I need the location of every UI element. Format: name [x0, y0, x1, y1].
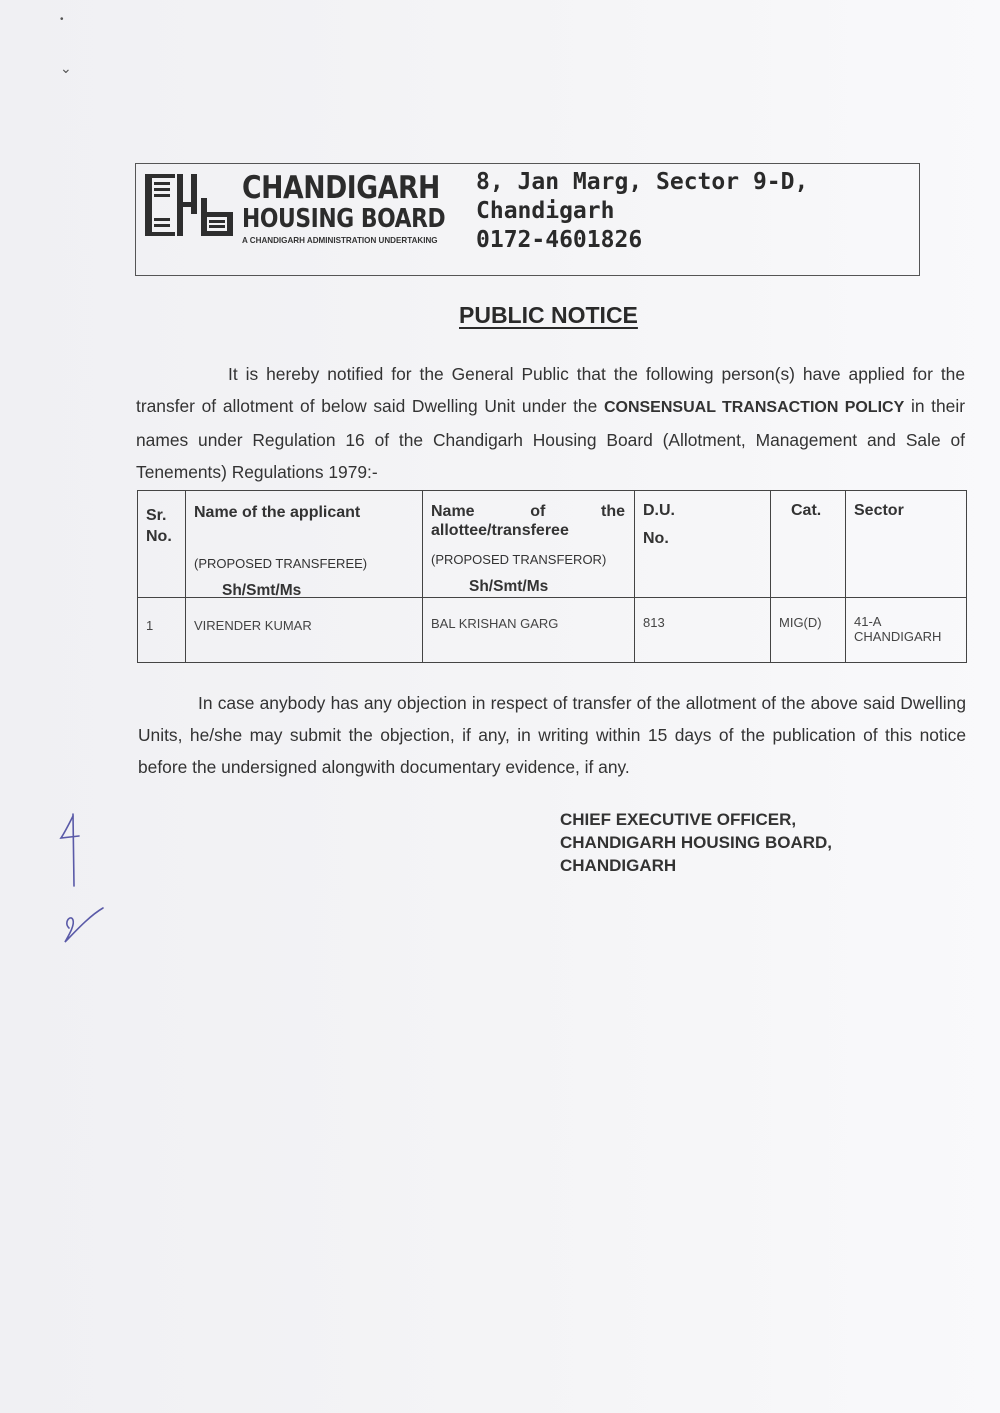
header-sr-no-cell: [138, 491, 186, 598]
header-sr-no: Sr. No.: [146, 507, 172, 545]
header-allottee-cell: [423, 491, 635, 598]
row-category-cell: [771, 598, 846, 663]
signature-block: [560, 808, 832, 877]
header-category: Cat.: [791, 502, 822, 519]
row-category: MIG(D): [779, 615, 822, 630]
header-allottee-line-2: allottee/transferee: [431, 522, 569, 539]
logo-title: CHANDIGARH: [242, 170, 440, 206]
address-line-1: 8, Jan Marg, Sector 9-D,: [476, 169, 809, 195]
address-line-2: Chandigarh: [476, 198, 615, 224]
handwritten-annotation-icon: [55, 810, 115, 955]
header-applicant-cell: [186, 491, 423, 598]
paragraph-1-text-a: It is hereby notified for the General Public that the following person(s) have applied for the transfer of allotment of below said Dwelling Unit under the: [136, 364, 965, 416]
header-allottee-line-1: [431, 503, 625, 521]
header-applicant-sub: (PROPOSED TRANSFEREE): [194, 556, 368, 571]
row-allottee-cell: [423, 598, 635, 663]
notice-title: PUBLIC NOTICE: [459, 302, 638, 328]
header-du-cell: [635, 491, 771, 598]
paragraph-1-text-b: in their names under Regulation 16 of the Chandigarh Housing Board (Allotment, Management and Sale of Tenements) Regulations 1979:-: [136, 396, 965, 482]
row-sector-line-2: CHANDIGARH: [854, 629, 942, 644]
header-du: D.U.: [643, 502, 675, 519]
scan-speck: ⌄: [60, 60, 72, 76]
header-allottee-honorific: Sh/Smt/Ms: [469, 578, 549, 595]
table-header-row: [138, 491, 967, 598]
row-du-cell: [635, 598, 771, 663]
table-row: [138, 598, 967, 663]
header-allottee-sub: (PROPOSED TRANSFEROR): [431, 552, 607, 567]
signature-line-2: CHANDIGARH HOUSING BOARD,: [560, 833, 832, 852]
row-applicant-cell: [186, 598, 423, 663]
letterhead: [135, 163, 920, 276]
row-du-no: 813: [643, 615, 665, 630]
logo-tagline: A CHANDIGARH ADMINISTRATION UNDERTAKING: [242, 235, 438, 245]
header-du-no: No.: [643, 530, 669, 547]
phone-number: 0172-4601826: [476, 227, 643, 253]
row-applicant: VIRENDER KUMAR: [194, 618, 312, 633]
row-sr-no-cell: [138, 598, 186, 663]
signature-line-1: CHIEF EXECUTIVE OFFICER,: [560, 810, 797, 829]
row-sector-line-1: 41-A: [854, 614, 882, 629]
row-allottee: BAL KRISHAN GARG: [431, 616, 559, 631]
header-sector-cell: [846, 491, 967, 598]
policy-name: CONSENSUAL TRANSACTION POLICY: [603, 399, 905, 416]
logo-subtitle: HOUSING BOARD: [242, 204, 446, 234]
header-category-cell: [771, 491, 846, 598]
header-applicant: Name of the applicant: [194, 504, 361, 521]
signature-line-3: CHANDIGARH: [560, 856, 677, 875]
header-sector: Sector: [854, 502, 904, 519]
notice-paragraph-2: In case anybody has any objection in respect of transfer of the allotment of the above said Dwelling Units, he/she may submit the objection, if any, in writing within 15 days of the publication of this notice before the undersigned alongwith documentary evidence, if any.: [138, 693, 966, 777]
row-sr-no: 1: [146, 618, 154, 633]
header-applicant-honorific: Sh/Smt/Ms: [222, 582, 302, 599]
chb-logo-icon: [145, 174, 233, 236]
row-sector-cell: [846, 598, 967, 663]
transfer-table: [137, 490, 967, 663]
header-allottee-name-of-the: Name of the: [431, 503, 625, 520]
notice-paragraph-1: [136, 358, 965, 488]
scan-speck: •: [60, 14, 64, 25]
